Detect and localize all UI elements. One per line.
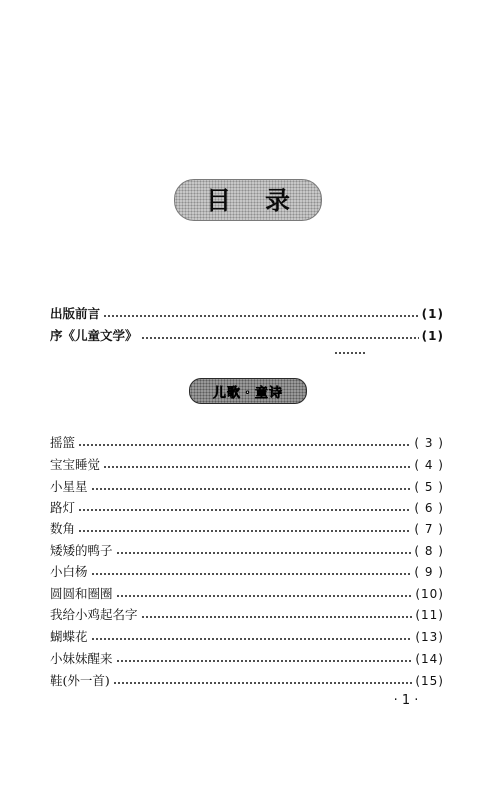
- toc-leader-dots: [91, 638, 413, 640]
- toc-entry[interactable]: [50, 499, 444, 517]
- toc-entry-title: 小白杨: [50, 564, 88, 579]
- toc-entry-page: (14): [415, 652, 444, 666]
- toc-title-badge: [174, 179, 322, 221]
- toc-entry[interactable]: [50, 542, 444, 560]
- toc-entry[interactable]: [50, 434, 444, 452]
- toc-entry-title: 路灯: [50, 500, 76, 515]
- toc-leader-dots: [78, 444, 411, 446]
- toc-entry-title: 矮矮的鸭子: [50, 543, 113, 558]
- toc-entry-page: ( 5 ): [414, 480, 444, 494]
- toc-leader-dots: [116, 660, 413, 662]
- toc-leader-dots: [103, 315, 419, 317]
- toc-entry-page: (15): [415, 674, 444, 688]
- toc-entry-title: 小星星: [50, 479, 88, 494]
- toc-leader-dots: [113, 682, 413, 684]
- section-title: 儿歌・童诗: [212, 385, 283, 401]
- toc-entry[interactable]: [50, 520, 444, 538]
- toc-entry[interactable]: [50, 585, 444, 603]
- section-title-badge: [189, 378, 307, 404]
- toc-leader-dots: [91, 573, 412, 575]
- toc-leader-dots: [78, 509, 411, 511]
- toc-entry[interactable]: [50, 478, 444, 496]
- toc-entry[interactable]: [50, 650, 444, 668]
- toc-entry-page: ( 7 ): [414, 522, 444, 536]
- toc-leader-dots: [116, 595, 413, 597]
- toc-entry-page: (1): [421, 307, 444, 321]
- toc-entry-page: ( 9 ): [414, 565, 444, 579]
- toc-leader-dots: [141, 337, 419, 339]
- toc-entry-title: 鞋(外一首): [50, 673, 110, 688]
- toc-entry-title: 出版前言: [50, 306, 101, 321]
- toc-entry-title: 小妹妹醒来: [50, 651, 113, 666]
- toc-entry-title: 摇篮: [50, 435, 76, 450]
- toc-entry-page: (13): [415, 630, 444, 644]
- toc-title-char-2: 录: [265, 185, 291, 215]
- toc-entry-page: (10): [415, 587, 444, 601]
- toc-entry-page: ( 6 ): [414, 501, 444, 515]
- toc-leader-dots: [141, 616, 413, 618]
- toc-entry-foreword[interactable]: [50, 327, 444, 345]
- toc-leader-dots: [91, 488, 412, 490]
- toc-entry[interactable]: [50, 563, 444, 581]
- toc-entry-title: 宝宝睡觉: [50, 457, 101, 472]
- toc-leader-dots: [103, 466, 411, 468]
- toc-leader-dots: [78, 530, 411, 532]
- toc-entry-page: (11): [415, 608, 444, 622]
- toc-entry-title: 数角: [50, 521, 76, 536]
- toc-entry-title: 我给小鸡起名字: [50, 607, 138, 622]
- toc-entry-title: 序《儿童文学》: [50, 328, 138, 343]
- toc-entry-page: ( 3 ): [414, 436, 444, 450]
- toc-entry[interactable]: [50, 456, 444, 474]
- toc-entry-preface[interactable]: [50, 305, 444, 323]
- toc-entry-page: (1): [421, 329, 444, 343]
- toc-entry-title: 蝴蝶花: [50, 629, 88, 644]
- toc-entry-page: ( 8 ): [414, 544, 444, 558]
- page-number: · 1 ·: [393, 693, 419, 708]
- toc-entry-page: ( 4 ): [414, 458, 444, 472]
- toc-entry-title: 圆圆和圈圈: [50, 586, 113, 601]
- toc-entry[interactable]: [50, 672, 444, 690]
- stray-leader-dots: [334, 352, 367, 354]
- toc-title-char-1: 目: [205, 185, 231, 215]
- toc-entry[interactable]: [50, 606, 444, 624]
- toc-leader-dots: [116, 552, 412, 554]
- toc-entry[interactable]: [50, 628, 444, 646]
